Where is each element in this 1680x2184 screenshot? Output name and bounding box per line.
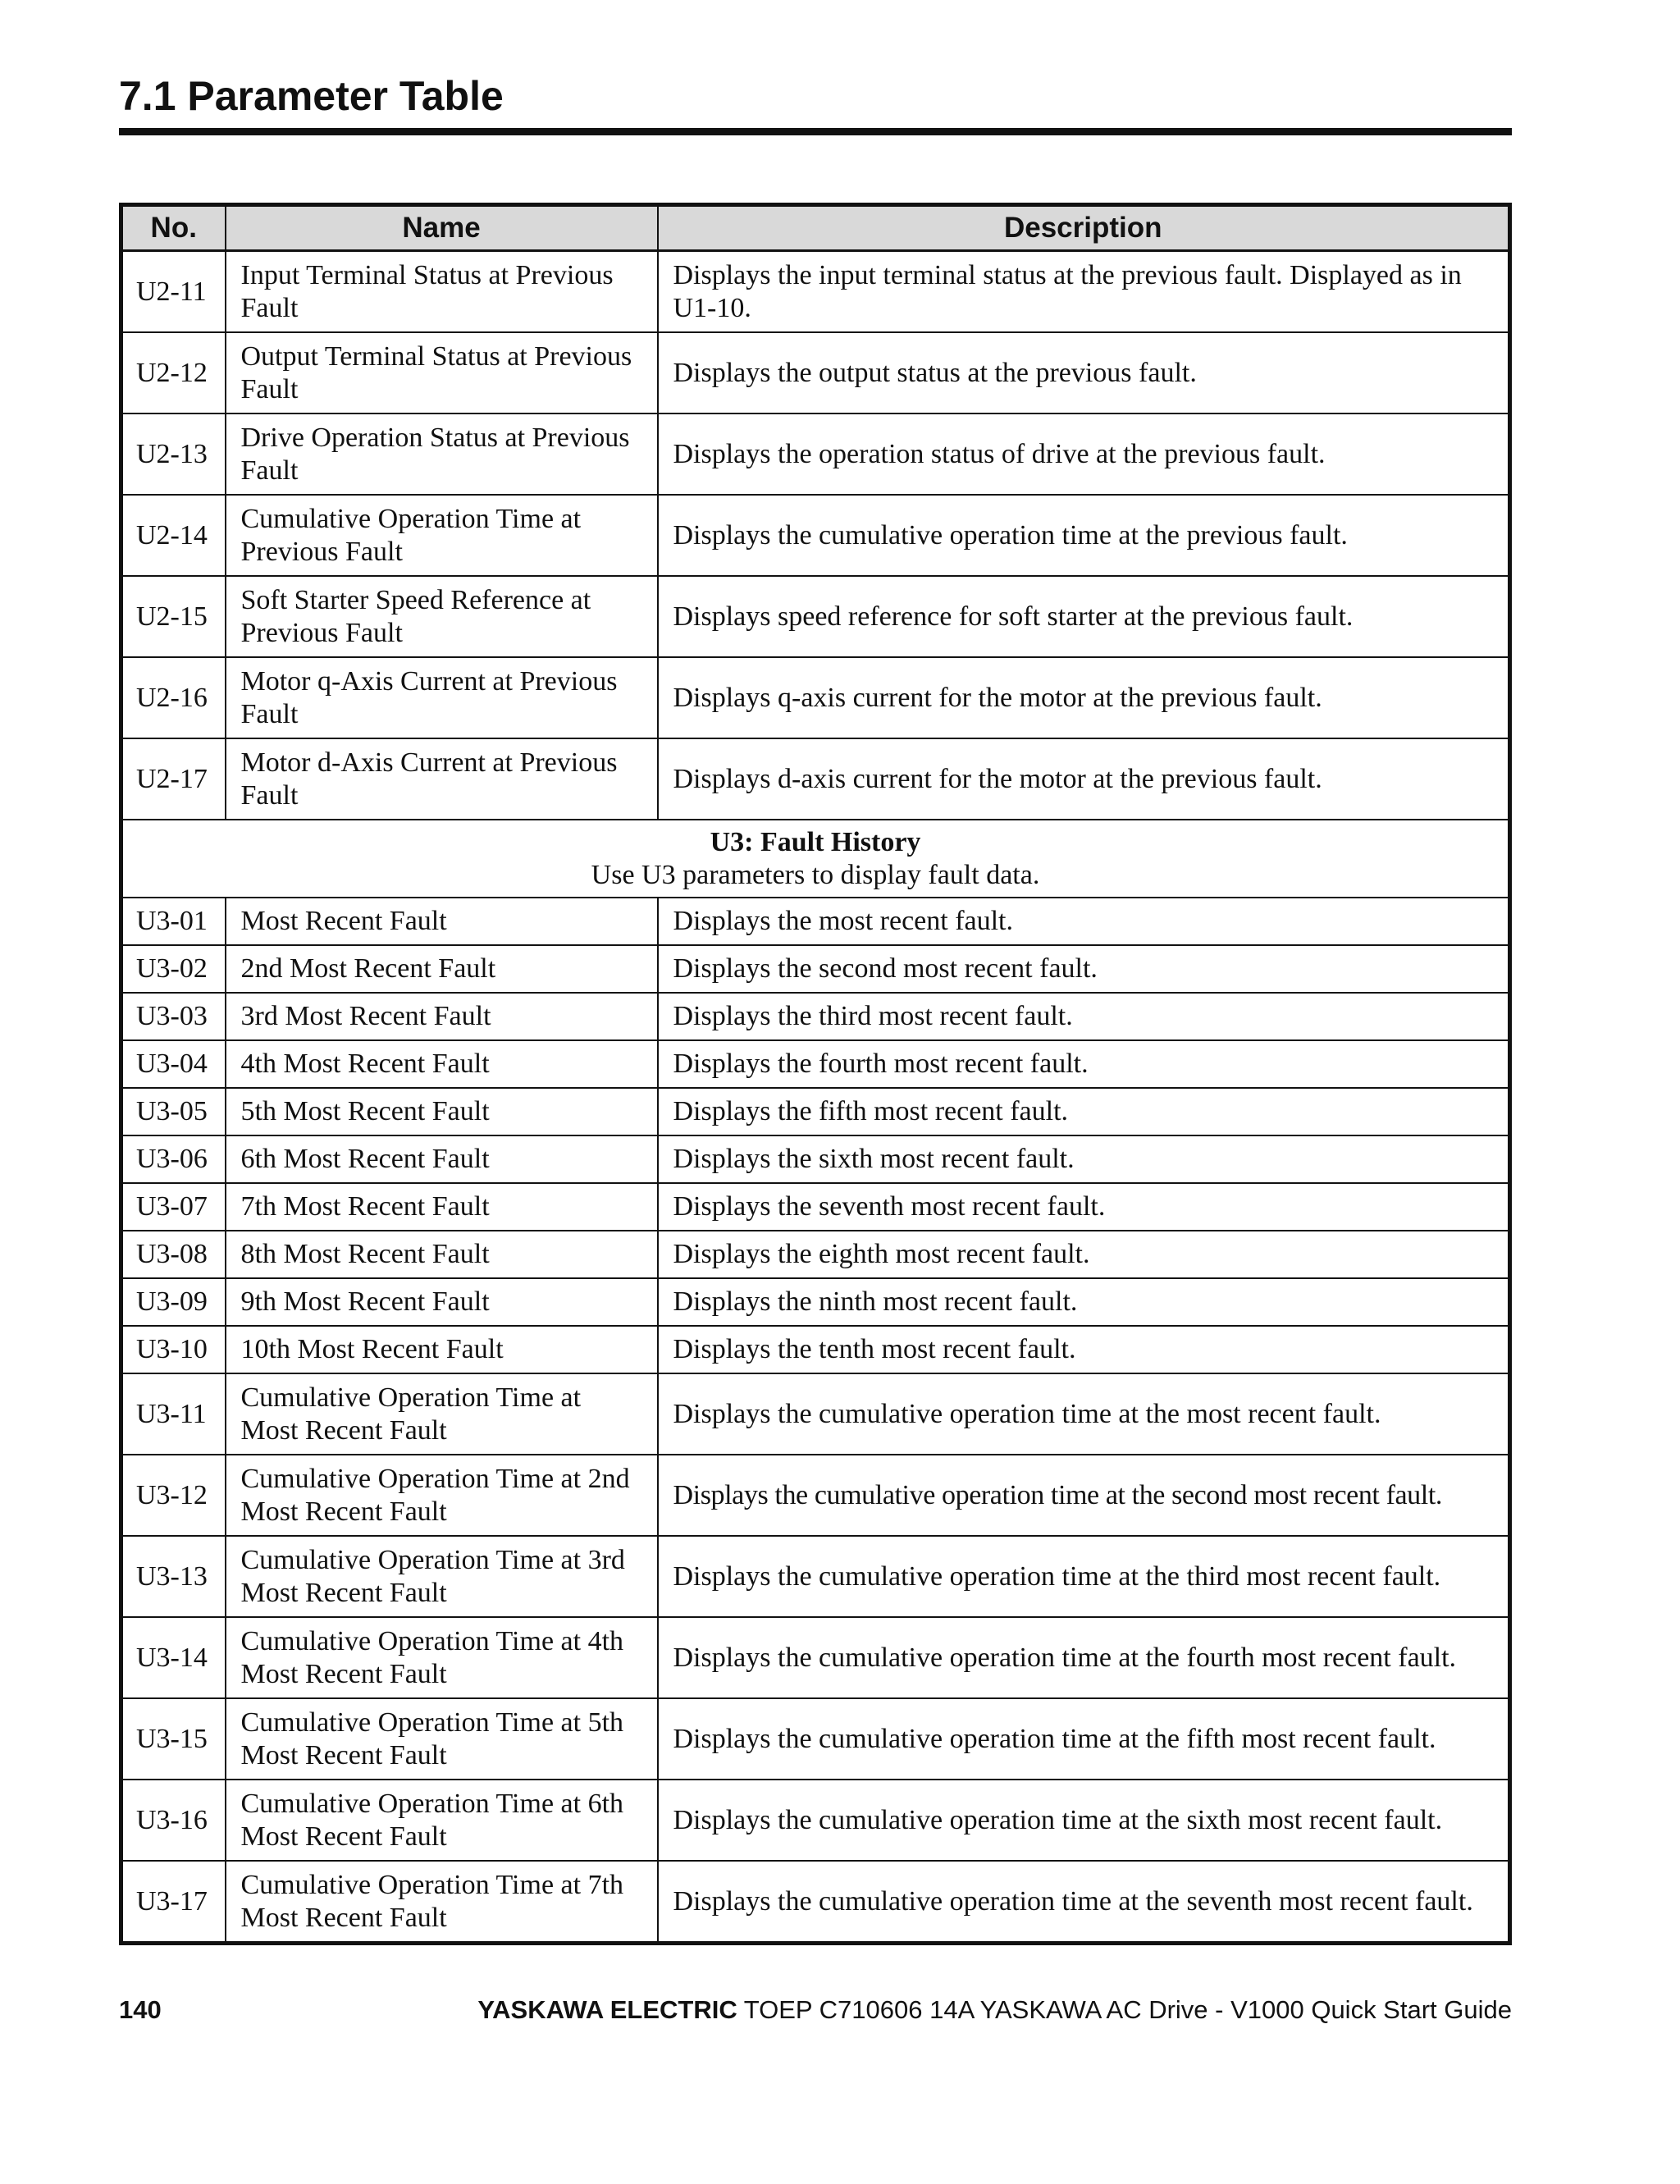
table-row (121, 945, 1510, 993)
param-description: Displays the cumulative operation time at the most recent fault. (658, 1373, 1510, 1455)
param-no: U3-12 (121, 1455, 226, 1536)
param-no: U3-02 (121, 945, 226, 993)
param-name: Soft Starter Speed Reference at Previous Fault (226, 576, 658, 657)
param-no: U3-05 (121, 1088, 226, 1135)
param-description: Displays the third most recent fault. (658, 993, 1510, 1040)
param-no: U2-11 (121, 251, 226, 333)
param-description: Displays the input terminal status at the previous fault. Displayed as in U1-10. (658, 251, 1510, 333)
param-description: Displays the eighth most recent fault. (658, 1231, 1510, 1278)
param-no: U3-17 (121, 1861, 226, 1944)
param-description: Displays the fifth most recent fault. (658, 1088, 1510, 1135)
param-name: Cumulative Operation Time at Previous Fault (226, 495, 658, 576)
table-row (121, 495, 1510, 576)
table-row (121, 898, 1510, 945)
param-name: 4th Most Recent Fault (226, 1040, 658, 1088)
param-description: Displays the cumulative operation time at the seventh most recent fault. (658, 1861, 1510, 1944)
param-no: U3-03 (121, 993, 226, 1040)
param-name: Cumulative Operation Time at Most Recent Fault (226, 1373, 658, 1455)
section-row-u3 (121, 820, 1510, 898)
param-name: 3rd Most Recent Fault (226, 993, 658, 1040)
header-description: Description (658, 205, 1510, 251)
param-name: Motor d-Axis Current at Previous Fault (226, 738, 658, 820)
table-row (121, 1278, 1510, 1326)
param-description: Displays the output status at the previous fault. (658, 332, 1510, 413)
param-no: U3-15 (121, 1698, 226, 1780)
param-name: Most Recent Fault (226, 898, 658, 945)
param-description: Displays the ninth most recent fault. (658, 1278, 1510, 1326)
param-no: U3-13 (121, 1536, 226, 1617)
param-description: Displays the most recent fault. (658, 898, 1510, 945)
footer-document: TOEP C710606 14A YASKAWA AC Drive - V1000 Quick Start Guide (743, 1995, 1512, 2024)
section-title: U3: Fault History (710, 826, 921, 857)
param-no: U3-08 (121, 1231, 226, 1278)
param-name: 9th Most Recent Fault (226, 1278, 658, 1326)
param-no: U3-11 (121, 1373, 226, 1455)
param-no: U2-15 (121, 576, 226, 657)
table-row (121, 1040, 1510, 1088)
param-no: U2-16 (121, 657, 226, 738)
param-description: Displays the operation status of drive at the previous fault. (658, 413, 1510, 495)
param-name: 10th Most Recent Fault (226, 1326, 658, 1373)
param-description: Displays the cumulative operation time at the third most recent fault. (658, 1536, 1510, 1617)
param-name: 2nd Most Recent Fault (226, 945, 658, 993)
table-row (121, 1088, 1510, 1135)
param-no: U2-12 (121, 332, 226, 413)
footer-document-title (477, 1995, 1512, 2025)
param-name: 5th Most Recent Fault (226, 1088, 658, 1135)
param-name: 7th Most Recent Fault (226, 1183, 658, 1231)
param-description: Displays the cumulative operation time at the fifth most recent fault. (658, 1698, 1510, 1780)
param-no: U2-17 (121, 738, 226, 820)
param-name: Cumulative Operation Time at 4th Most Recent Fault (226, 1617, 658, 1698)
param-description: Displays the cumulative operation time at the sixth most recent fault. (658, 1780, 1510, 1861)
table-row (121, 993, 1510, 1040)
param-description: Displays q-axis current for the motor at the previous fault. (658, 657, 1510, 738)
param-no: U3-06 (121, 1135, 226, 1183)
param-name: Input Terminal Status at Previous Fault (226, 251, 658, 333)
param-name: Output Terminal Status at Previous Fault (226, 332, 658, 413)
table-row (121, 1183, 1510, 1231)
param-name: Drive Operation Status at Previous Fault (226, 413, 658, 495)
param-no: U3-04 (121, 1040, 226, 1088)
param-no: U3-10 (121, 1326, 226, 1373)
table-row (121, 332, 1510, 413)
table-row (121, 1135, 1510, 1183)
param-description: Displays the tenth most recent fault. (658, 1326, 1510, 1373)
parameter-table (119, 203, 1512, 1945)
table-row (121, 413, 1510, 495)
param-description: Displays the cumulative operation time at the fourth most recent fault. (658, 1617, 1510, 1698)
param-description: Displays the cumulative operation time at the previous fault. (658, 495, 1510, 576)
table-row (121, 576, 1510, 657)
param-description: Displays the second most recent fault. (658, 945, 1510, 993)
page-number: 140 (119, 1995, 162, 2024)
param-no: U3-09 (121, 1278, 226, 1326)
param-no: U2-13 (121, 413, 226, 495)
param-no: U3-16 (121, 1780, 226, 1861)
header-name: Name (226, 205, 658, 251)
table-header-row (121, 205, 1510, 251)
table-row (121, 1617, 1510, 1698)
param-description: Displays the fourth most recent fault. (658, 1040, 1510, 1088)
param-no: U3-01 (121, 898, 226, 945)
table-row (121, 738, 1510, 820)
table-row (121, 1780, 1510, 1861)
section-cell (121, 820, 1510, 898)
param-name: Cumulative Operation Time at 2nd Most Recent Fault (226, 1455, 658, 1536)
param-name: 6th Most Recent Fault (226, 1135, 658, 1183)
table-row (121, 251, 1510, 333)
param-no: U2-14 (121, 495, 226, 576)
table-row (121, 1326, 1510, 1373)
param-name: 8th Most Recent Fault (226, 1231, 658, 1278)
table-row (121, 1698, 1510, 1780)
param-description: Displays the sixth most recent fault. (658, 1135, 1510, 1183)
param-description: Displays the seventh most recent fault. (658, 1183, 1510, 1231)
param-description: Displays speed reference for soft starter at the previous fault. (658, 576, 1510, 657)
param-name: Motor q-Axis Current at Previous Fault (226, 657, 658, 738)
footer-brand: YASKAWA ELECTRIC (477, 1995, 737, 2024)
table-row (121, 1861, 1510, 1944)
param-no: U3-07 (121, 1183, 226, 1231)
section-subtitle: Use U3 parameters to display fault data. (591, 859, 1040, 890)
header-no: No. (121, 205, 226, 251)
table-row (121, 1373, 1510, 1455)
page-title: 7.1 Parameter Table (119, 73, 504, 119)
param-no: U3-14 (121, 1617, 226, 1698)
title-rule (119, 128, 1512, 135)
table-row (121, 657, 1510, 738)
param-name: Cumulative Operation Time at 7th Most Recent Fault (226, 1861, 658, 1944)
table-row (121, 1231, 1510, 1278)
param-name: Cumulative Operation Time at 5th Most Recent Fault (226, 1698, 658, 1780)
param-name: Cumulative Operation Time at 6th Most Recent Fault (226, 1780, 658, 1861)
param-name: Cumulative Operation Time at 3rd Most Recent Fault (226, 1536, 658, 1617)
table-row (121, 1536, 1510, 1617)
param-description: Displays d-axis current for the motor at the previous fault. (658, 738, 1510, 820)
param-description: Displays the cumulative operation time at the second most recent fault. (658, 1455, 1510, 1536)
table-row (121, 1455, 1510, 1536)
